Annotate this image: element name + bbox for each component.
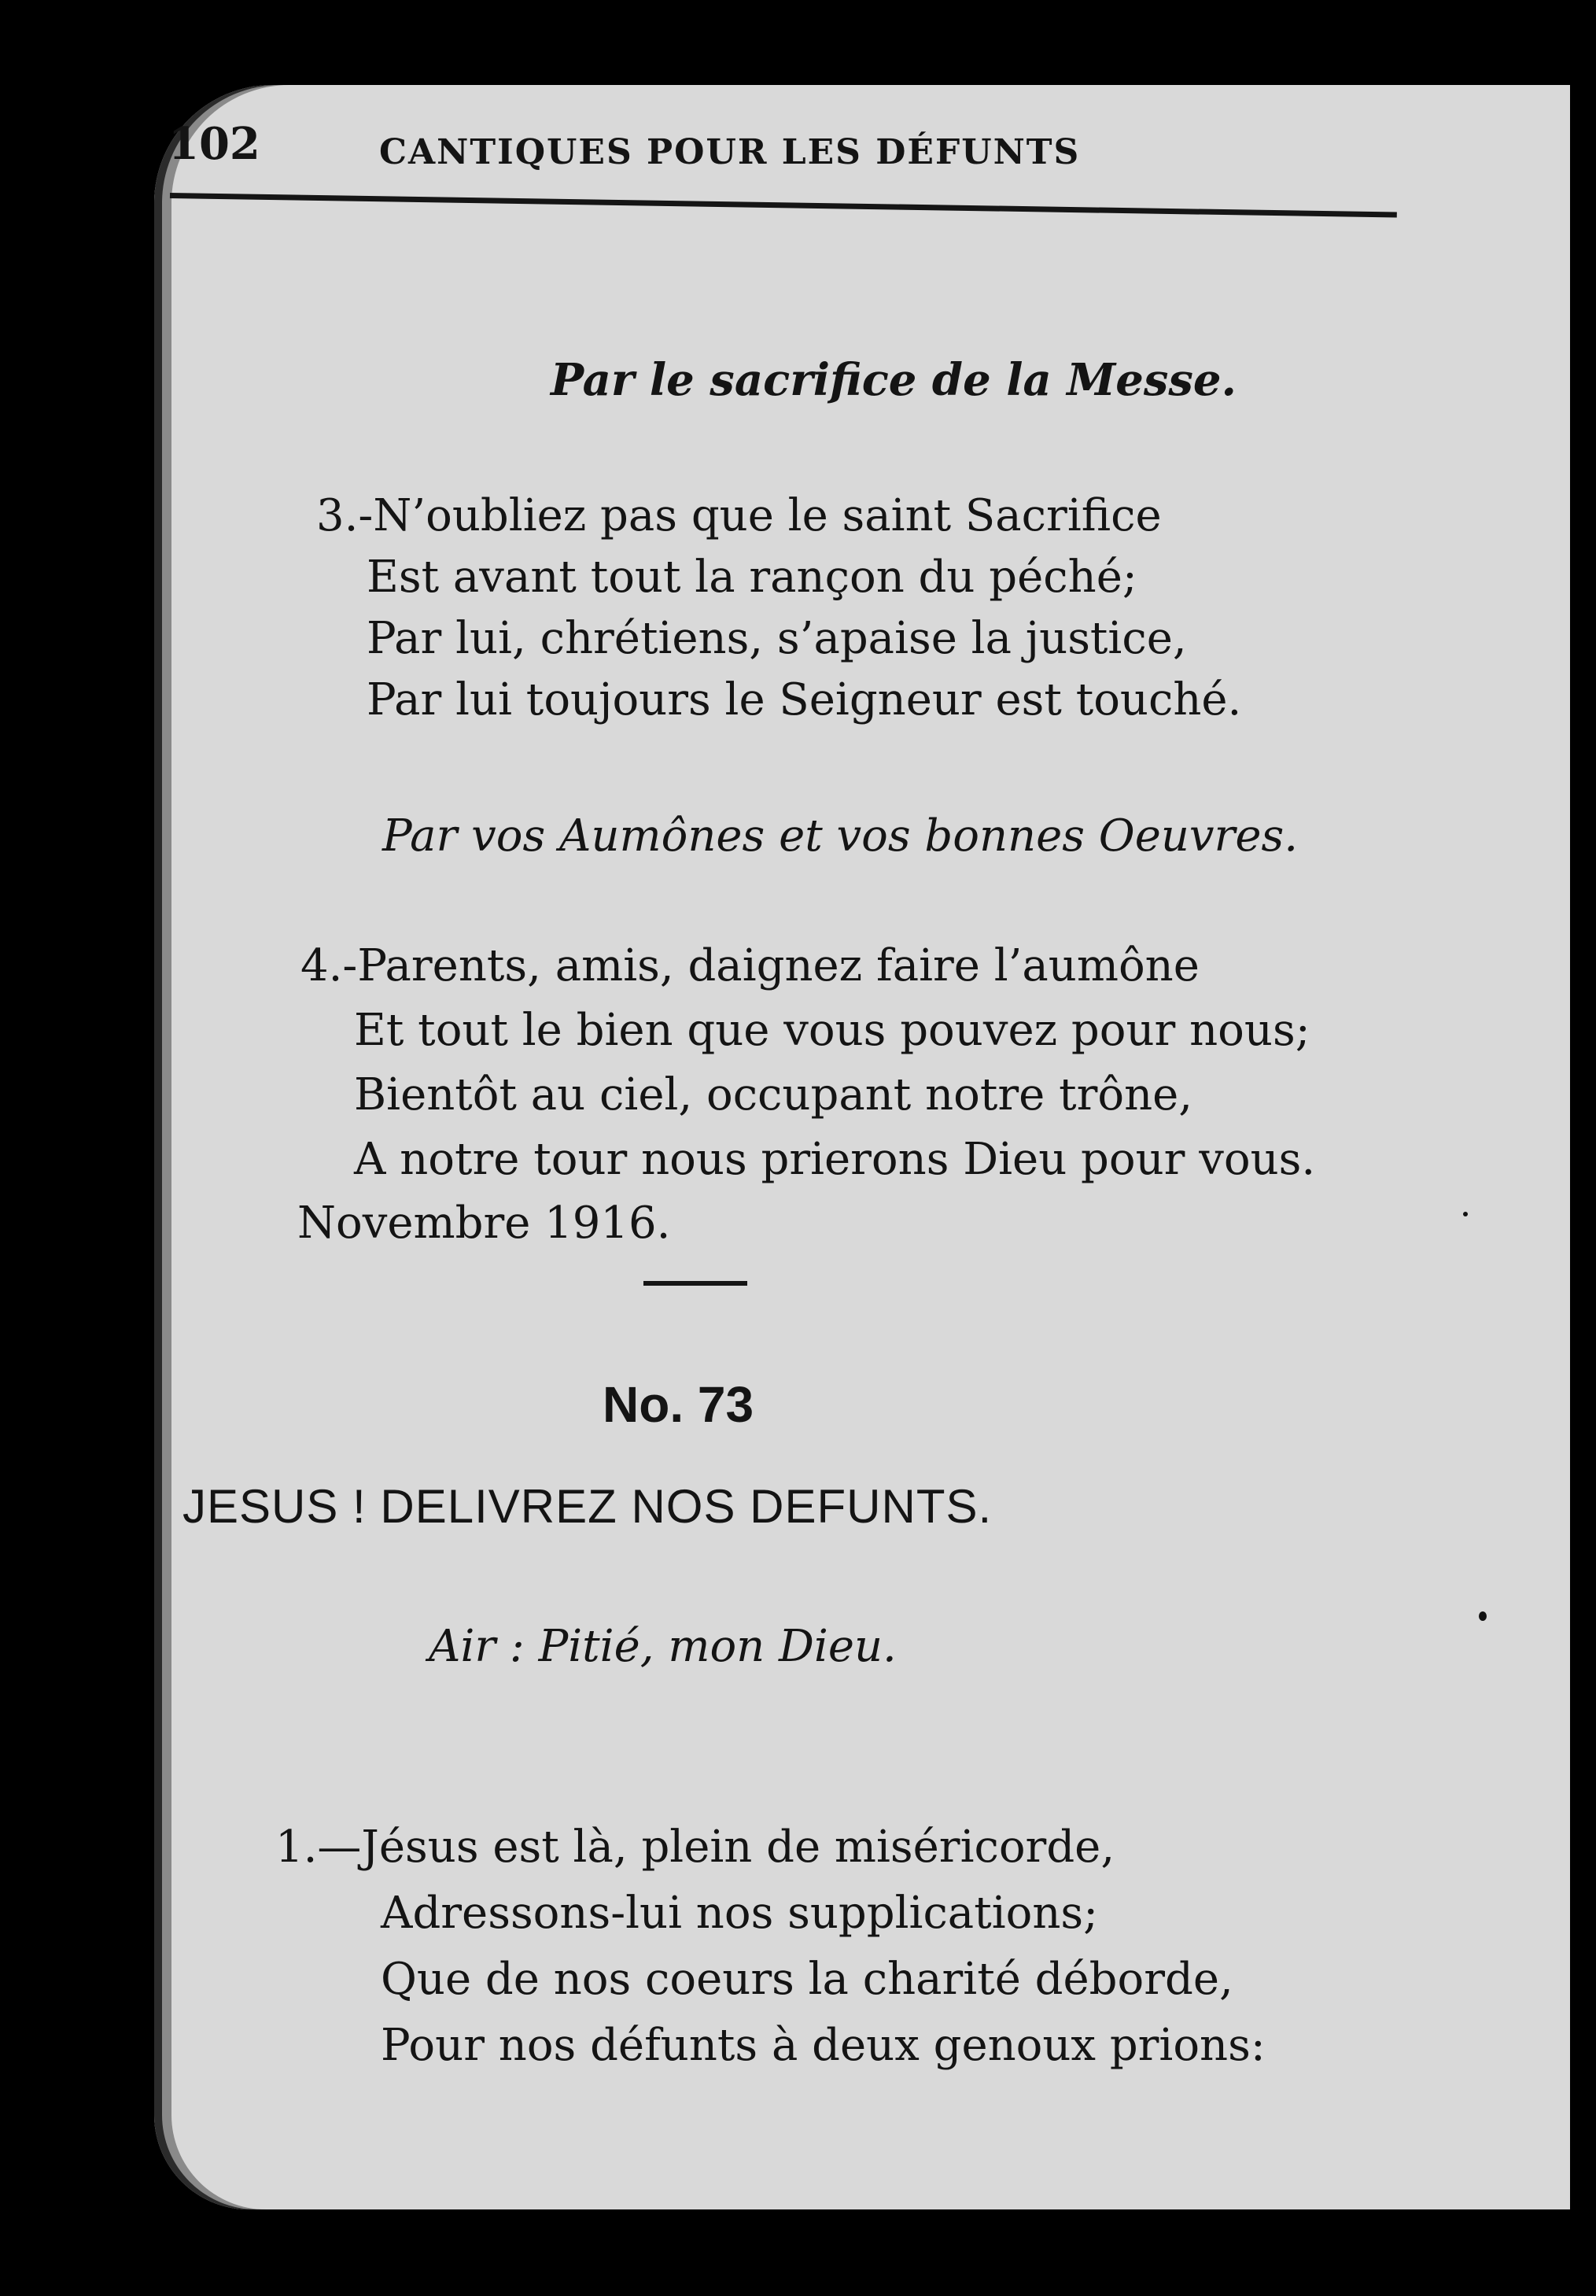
hymn-verse-1-line-1: 1.—Jésus est là, plein de miséricorde, bbox=[275, 1822, 1115, 1873]
section-heading-aumones: Par vos Aumônes et vos bonnes Oeuvres. bbox=[382, 810, 1298, 862]
ink-speck bbox=[1463, 1212, 1468, 1216]
page-header bbox=[168, 118, 1395, 197]
verse-3-line-2: Est avant tout la rançon du péché; bbox=[367, 552, 1137, 603]
ink-speck bbox=[1479, 1611, 1487, 1621]
verse-4-line-3: Bientôt au ciel, occupant notre trône, bbox=[354, 1069, 1193, 1120]
hymn-number: No. 73 bbox=[603, 1376, 754, 1433]
verse-4-line-4: A notre tour nous prierons Dieu pour vous. bbox=[354, 1134, 1316, 1185]
hymn-verse-1-line-4: Pour nos défunts à deux genoux prions: bbox=[381, 2020, 1266, 2071]
hymn-verse-1-line-2: Adressons-lui nos supplications; bbox=[381, 1888, 1098, 1939]
running-title: CANTIQUES POUR LES DÉFUNTS bbox=[379, 132, 1081, 172]
verse-3-line-3: Par lui, chrétiens, s’apaise la justice, bbox=[367, 613, 1187, 664]
air-line: Air : Pitié, mon Dieu. bbox=[429, 1621, 897, 1672]
verse-3-line-1: 3.-N’oubliez pas que le saint Sacrifice bbox=[316, 490, 1162, 541]
section-separator bbox=[643, 1281, 747, 1286]
date-line: Novembre 1916. bbox=[297, 1198, 671, 1249]
hymn-title: JESUS ! DELIVREZ NOS DEFUNTS. bbox=[182, 1480, 993, 1533]
page-number: 102 bbox=[168, 118, 260, 170]
verse-4-line-1: 4.-Parents, amis, daignez faire l’aumône bbox=[300, 940, 1200, 991]
hymn-verse-1-line-3: Que de nos coeurs la charité déborde, bbox=[381, 1954, 1233, 2005]
verse-3-line-4: Par lui toujours le Seigneur est touché. bbox=[367, 674, 1242, 725]
verse-4-line-2: Et tout le bien que vous pouvez pour nous; bbox=[354, 1005, 1310, 1056]
section-heading-messe: Par le sacrifice de la Messe. bbox=[551, 354, 1237, 406]
